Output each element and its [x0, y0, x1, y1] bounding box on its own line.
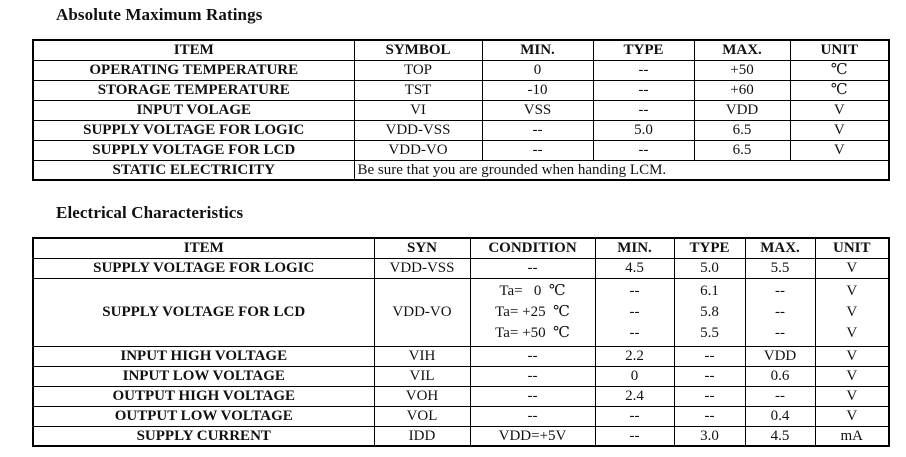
table-cell: --	[593, 80, 694, 100]
item-cell: SUPPLY VOLTAGE FOR LOGIC	[33, 258, 374, 278]
table-cell: -10	[482, 80, 593, 100]
table-cell: V	[790, 100, 889, 120]
table-cell: --	[593, 60, 694, 80]
table-cell: V	[815, 346, 889, 366]
stack-value: 6.1	[700, 282, 719, 299]
table-cell: --	[482, 120, 593, 140]
table-cell: TST	[354, 80, 482, 100]
table-cell: VI	[354, 100, 482, 120]
table-cell: IDD	[374, 426, 470, 446]
table-cell: --	[470, 386, 595, 406]
header-cell: SYN	[374, 238, 470, 258]
table-header-row	[33, 238, 889, 258]
table-cell: V	[815, 366, 889, 386]
table-cell: +60	[694, 80, 790, 100]
header-cell: MAX.	[745, 238, 815, 258]
header-cell: ITEM	[33, 238, 374, 258]
table-row	[33, 386, 889, 406]
stack-value: V	[846, 303, 858, 320]
item-cell: INPUT VOLAGE	[33, 100, 354, 120]
header-cell: MAX.	[694, 40, 790, 60]
table-cell: VDD	[745, 346, 815, 366]
table-cell: --	[470, 366, 595, 386]
table-cell: VIH	[374, 346, 470, 366]
table-cell: VDD-VO	[374, 278, 470, 346]
table-cell: V	[790, 140, 889, 160]
table-cell: --	[674, 386, 745, 406]
item-cell: SUPPLY VOLTAGE FOR LOGIC	[33, 120, 354, 140]
table-row	[33, 60, 889, 80]
table-cell: V	[815, 258, 889, 278]
table-cell: VDD=+5V	[470, 426, 595, 446]
condition-stack	[470, 278, 595, 346]
table-cell: 5.0	[593, 120, 694, 140]
condition-line: Ta= +25 ℃	[495, 303, 570, 320]
item-cell: SUPPLY VOLTAGE FOR LCD	[33, 278, 374, 346]
header-cell: UNIT	[815, 238, 889, 258]
table-cell: 6.5	[694, 120, 790, 140]
stack-value: --	[629, 324, 640, 341]
item-cell: OPERATING TEMPERATURE	[33, 60, 354, 80]
table-cell: --	[482, 140, 593, 160]
stack-value: --	[775, 303, 785, 320]
table-cell: --	[470, 346, 595, 366]
table-cell: 0.4	[745, 406, 815, 426]
table-cell: --	[593, 100, 694, 120]
item-cell: STATIC ELECTRICITY	[33, 160, 354, 180]
header-cell: CONDITION	[470, 238, 595, 258]
stack-value: V	[846, 324, 858, 341]
table-row	[33, 366, 889, 386]
table-cell: 2.4	[595, 386, 674, 406]
table-cell: --	[470, 258, 595, 278]
table-cell: VDD-VSS	[374, 258, 470, 278]
stack-value: V	[846, 282, 858, 299]
table-row	[33, 100, 889, 120]
stack-value: --	[629, 282, 640, 299]
stack-value: 5.5	[700, 324, 719, 341]
header-cell: UNIT	[790, 40, 889, 60]
table-cell: ℃	[790, 80, 889, 100]
condition-line: Ta= 0 ℃	[499, 282, 566, 299]
table-cell: --	[595, 426, 674, 446]
table-cell: --	[674, 406, 745, 426]
table-cell: --	[593, 140, 694, 160]
section-title-absolute-maximum-ratings: Absolute Maximum Ratings	[56, 5, 263, 24]
electrical-characteristics-table	[32, 237, 890, 447]
stack-value: --	[775, 282, 785, 299]
table-cell: --	[470, 406, 595, 426]
stack-value: --	[629, 303, 640, 320]
absolute-maximum-ratings-table	[32, 39, 890, 181]
table-cell: V	[790, 120, 889, 140]
section-title-electrical-characteristics: Electrical Characteristics	[56, 203, 244, 222]
table-cell: 3.0	[674, 426, 745, 446]
table-row	[33, 406, 889, 426]
stack-value: 5.8	[700, 303, 719, 320]
condition-line: Ta= +50 ℃	[495, 324, 570, 341]
table-cell: VSS	[482, 100, 593, 120]
table-cell: 0.6	[745, 366, 815, 386]
table-row	[33, 346, 889, 366]
header-cell: TYPE	[674, 238, 745, 258]
table-cell: VIL	[374, 366, 470, 386]
table-row	[33, 80, 889, 100]
table-cell: TOP	[354, 60, 482, 80]
table-row-static-electricity	[33, 160, 889, 180]
table-cell: --	[674, 366, 745, 386]
item-cell: SUPPLY CURRENT	[33, 426, 374, 446]
table-cell: VDD-VO	[354, 140, 482, 160]
table-cell: V	[815, 386, 889, 406]
item-cell: SUPPLY VOLTAGE FOR LCD	[33, 140, 354, 160]
table-cell: 2.2	[595, 346, 674, 366]
static-electricity-note: Be sure that you are grounded when handing LCM.	[354, 160, 889, 180]
table-cell: 5.5	[745, 258, 815, 278]
table-cell: VDD	[694, 100, 790, 120]
max-stack	[745, 278, 815, 346]
table-cell: 4.5	[745, 426, 815, 446]
table-cell: mA	[815, 426, 889, 446]
table-cell: --	[595, 406, 674, 426]
table-cell: 0	[595, 366, 674, 386]
table-cell: 4.5	[595, 258, 674, 278]
table-cell: 5.0	[674, 258, 745, 278]
table-row	[33, 426, 889, 446]
type-stack	[674, 278, 745, 346]
table-cell: VOH	[374, 386, 470, 406]
table-cell: VDD-VSS	[354, 120, 482, 140]
table-row-lcd-voltage	[33, 278, 889, 346]
item-cell: INPUT HIGH VOLTAGE	[33, 346, 374, 366]
table-row	[33, 258, 889, 278]
table-cell: --	[745, 386, 815, 406]
header-cell: MIN.	[482, 40, 593, 60]
table-cell: V	[815, 406, 889, 426]
item-cell: INPUT LOW VOLTAGE	[33, 366, 374, 386]
item-cell: STORAGE TEMPERATURE	[33, 80, 354, 100]
header-cell: ITEM	[33, 40, 354, 60]
item-cell: OUTPUT LOW VOLTAGE	[33, 406, 374, 426]
header-cell: SYMBOL	[354, 40, 482, 60]
table-row	[33, 120, 889, 140]
header-cell: MIN.	[595, 238, 674, 258]
item-cell: OUTPUT HIGH VOLTAGE	[33, 386, 374, 406]
table-cell: VOL	[374, 406, 470, 426]
table-cell: +50	[694, 60, 790, 80]
table-row	[33, 140, 889, 160]
table-header-row	[33, 40, 889, 60]
unit-stack	[815, 278, 889, 346]
header-cell: TYPE	[593, 40, 694, 60]
table-cell: 6.5	[694, 140, 790, 160]
table-cell: --	[674, 346, 745, 366]
min-stack	[595, 278, 674, 346]
table-cell: ℃	[790, 60, 889, 80]
stack-value: --	[775, 324, 785, 341]
table-cell: 0	[482, 60, 593, 80]
